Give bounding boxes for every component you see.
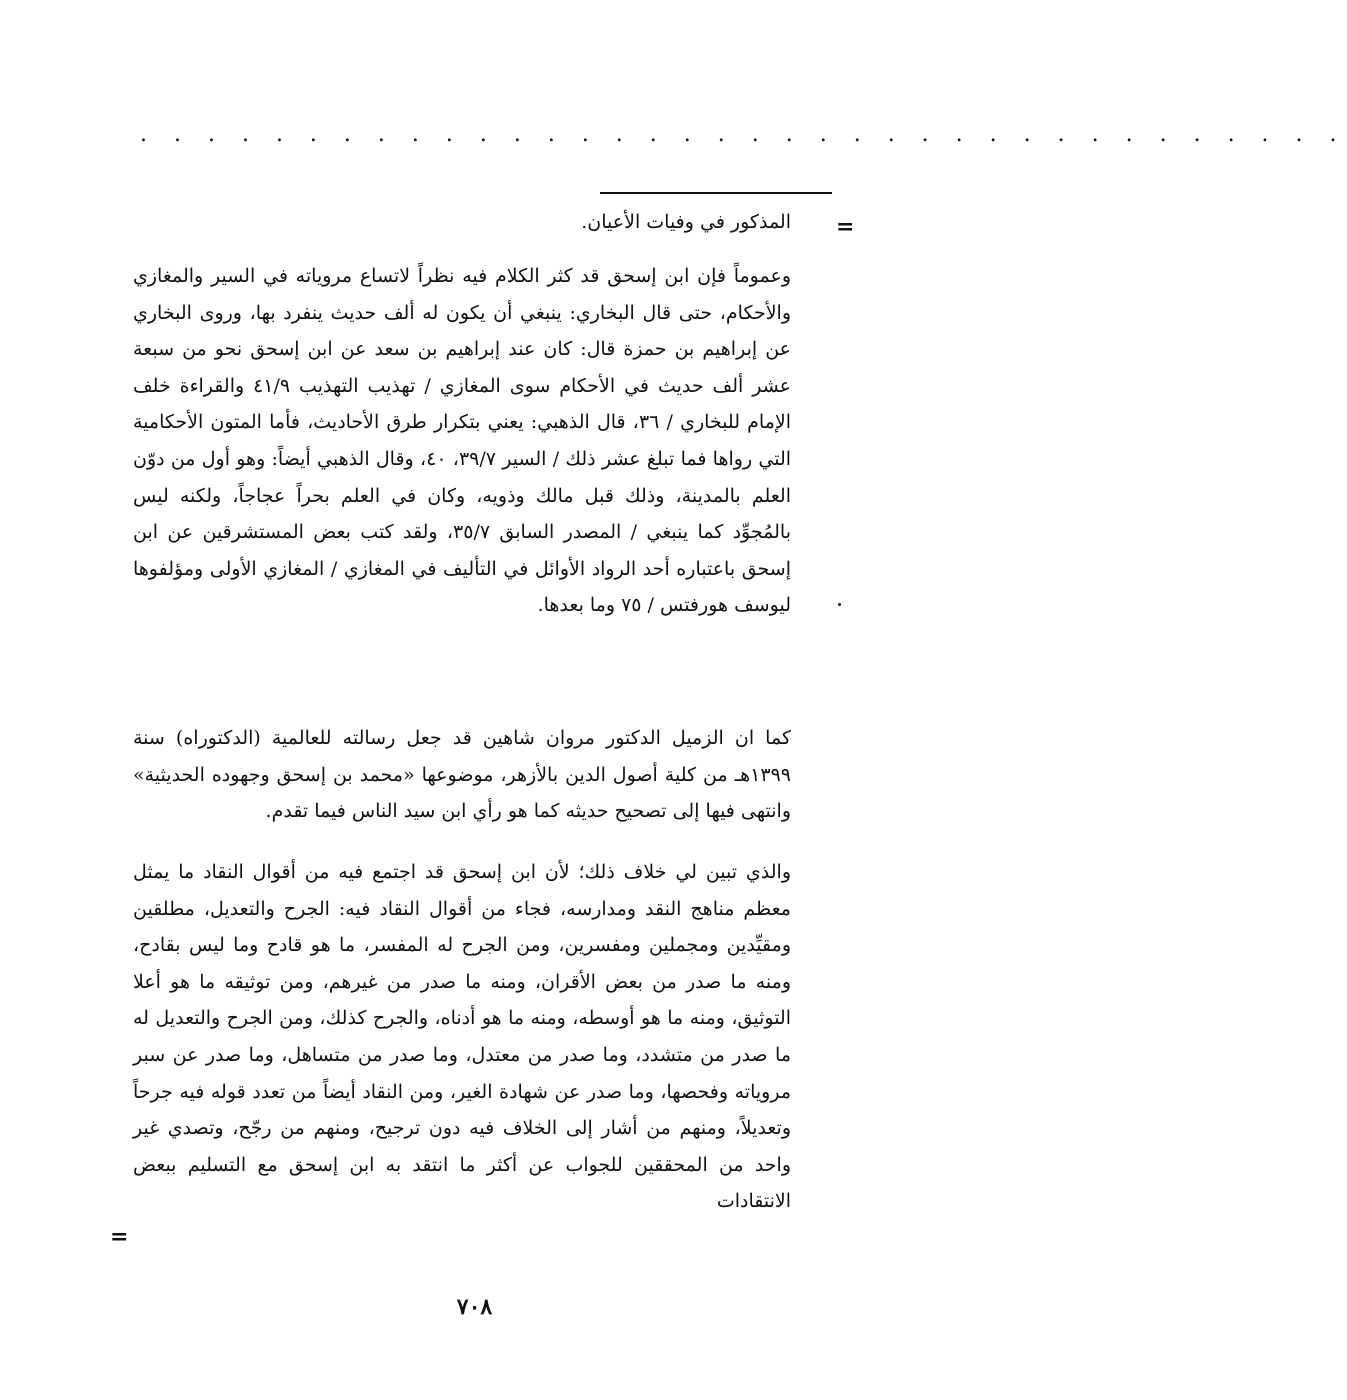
section-separator: . . . . . . . . . . . . . . . . . . . . . . . . . . . . . . . . . . . .	[140, 122, 1347, 147]
margin-mark	[838, 603, 841, 606]
page-number: ٧٠٨	[456, 1294, 493, 1320]
footnote-rule	[600, 192, 832, 194]
footnote-paragraph-2: كما ان الزميل الدكتور مروان شاهين قد جعل رسالته للعالمية (الدكتوراه) سنة ١٣٩٩هـ من كلية أصول الدين بالأزهر، موضوعها «محمد بن إسحق وجهوده الحديثية» وانتهى فيها إلى تصحيح حديثه كما هو رأي ابن سيد الناس فيما تقدم.	[133, 727, 791, 823]
footnote-intro-line: المذكور في وفيات الأعيان.	[581, 211, 791, 233]
footnote-continues-mark: =	[110, 1224, 129, 1250]
footnote-paragraph-1: وعموماً فإن ابن إسحق قد كثر الكلام فيه نظراً لاتساع مروياته في السير والمغازي والأحكام، حتى قال البخاري: ينبغي أن يكون له ألف حديث ينفرد بها، وروى البخاري عن إبراهيم بن حمزة قال: كان عند إبراهيم بن سعد عن ابن إسحق نحو من سبعة عشر ألف حديث في الأحكام سوى المغازي / تهذيب التهذيب ٤١/٩ والقراءة خلف الإمام للبخاري / ٣٦، قال الذهبي: يعني بتكرار طرق الأحاديث، فأما المتون الأحكامية التي رواها فما تبلغ عشر ذلك / السير ٣٩/٧، ٤٠، وقال الذهبي أيضاً: وهو أول من دوّن العلم بالمدينة، وذلك قبل مالك وذويه، وكان في العلم بحراً عجاجاً، ولكنه ليس بالمُجوِّد كما ينبغي / المصدر السابق ٣٥/٧، ولقد كتب بعض المستشرقين عن ابن إسحق باعتباره أحد الرواد الأوائل في التأليف في المغازي / المغازي الأولى ومؤلفوها ليوسف هورفتس / ٧٥ وما بعدها.	[133, 265, 792, 617]
footnote-paragraph-3: والذي تبين لي خلاف ذلك؛ لأن ابن إسحق قد اجتمع فيه من أقوال النقاد ما يمثل معظم مناهج النقد ومدارسه، فجاء من أقوال النقاد فيه: الجرح والتعديل، مطلقين ومقيِّدين ومجملين ومفسرين، ومن الجرح له المفسر، ما هو قادح وما ليس بقادح، ومنه ما صدر من بعض الأقران، ومنه ما صدر من غيرهم، ومن توثيقه ما هو أعلا التوثيق، ومنه ما هو أوسطه، ومنه ما هو أدناه، والجرح كذلك، ومن الجرح والتعديل له ما صدر من متشدد، وما صدر من معتدل، وما صدر من متساهل، وما صدر عن سبر مروياته وفحصها، وما صدر عن شهادة الغير، ومن النقاد أيضاً من تعدد قوله فيه جرحاً وتعديلاً، ومنهم من أشار إلى الخلاف فيه دون ترجيح، ومنهم من رجّح، وتصدي غير واحد من المحققين للجواب عن أكثر ما انتقد به ابن إسحق مع التسليم ببعض الانتقادات	[133, 861, 791, 1213]
footnote-continuation-mark: =	[836, 214, 855, 240]
